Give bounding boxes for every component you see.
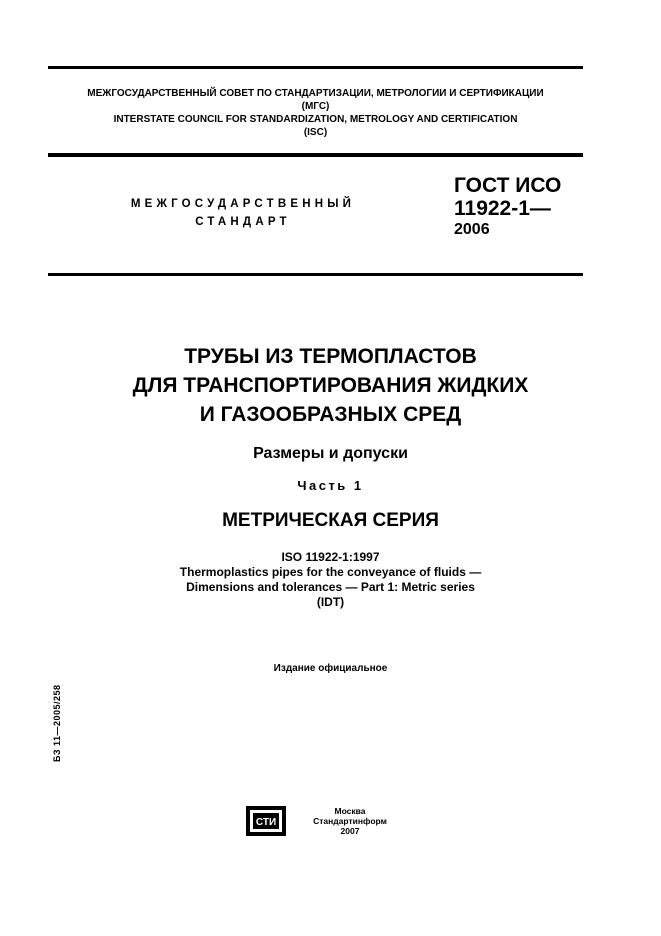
- iso-title-line1: Thermoplastics pipes for the conveyance of fluids —: [179, 565, 482, 579]
- iso-title-line2: Dimensions and tolerances — Part 1: Metric series: [186, 580, 475, 594]
- publisher-year: 2007: [340, 826, 360, 836]
- edition-note: Издание официальное: [273, 663, 388, 674]
- designation-year: 2006: [454, 221, 490, 238]
- council-name-en: INTERSTATE COUNCIL FOR STANDARDIZATION, METROLOGY AND CERTIFICATION: [113, 114, 518, 125]
- document-title: [0, 342, 661, 429]
- council-name-ru: МЕЖГОСУДАРСТВЕННЫЙ СОВЕТ ПО СТАНДАРТИЗАЦИИ, МЕТРОЛОГИИ И СЕРТИФИКАЦИИ: [87, 88, 544, 99]
- publisher-name: Стандартинформ: [313, 816, 387, 826]
- title-line2: ДЛЯ ТРАНСПОРТИРОВАНИЯ ЖИДКИХ: [132, 374, 529, 397]
- council-abbr-ru: (МГС): [301, 101, 330, 112]
- top-rule: [48, 66, 583, 69]
- title-line1: ТРУБЫ ИЗ ТЕРМОПЛАСТОВ: [184, 345, 477, 368]
- council-header: [48, 87, 583, 139]
- designation-line2: 11922-1—: [454, 197, 551, 220]
- standard-type: [88, 195, 398, 231]
- council-rule: [48, 153, 583, 157]
- document-subtitle: Размеры и допуски: [253, 445, 408, 462]
- publisher-logo-icon: [246, 806, 286, 836]
- iso-ref: ISO 11922-1:1997: [281, 550, 380, 564]
- logo-text: СТИ: [255, 817, 277, 828]
- title-line3: И ГАЗООБРАЗНЫХ СРЕД: [199, 403, 462, 426]
- iso-idt: (IDT): [316, 595, 345, 609]
- standard-type-line1: МЕЖГОСУДАРСТВЕННЫЙ: [130, 198, 356, 210]
- designation-line1: ГОСТ ИСО: [454, 174, 562, 197]
- publisher-city: Москва: [334, 806, 366, 816]
- iso-reference: [0, 550, 661, 610]
- standard-designation: [454, 174, 561, 240]
- series-title: МЕТРИЧЕСКАЯ СЕРИЯ: [222, 510, 439, 531]
- council-abbr-en: (ISC): [303, 127, 328, 138]
- part-label: Часть 1: [297, 478, 364, 493]
- designation-rule: [48, 273, 583, 276]
- standard-type-line2: СТАНДАРТ: [195, 216, 291, 228]
- side-code: БЗ 11—2005/258: [52, 684, 62, 762]
- publisher-info: [305, 806, 395, 836]
